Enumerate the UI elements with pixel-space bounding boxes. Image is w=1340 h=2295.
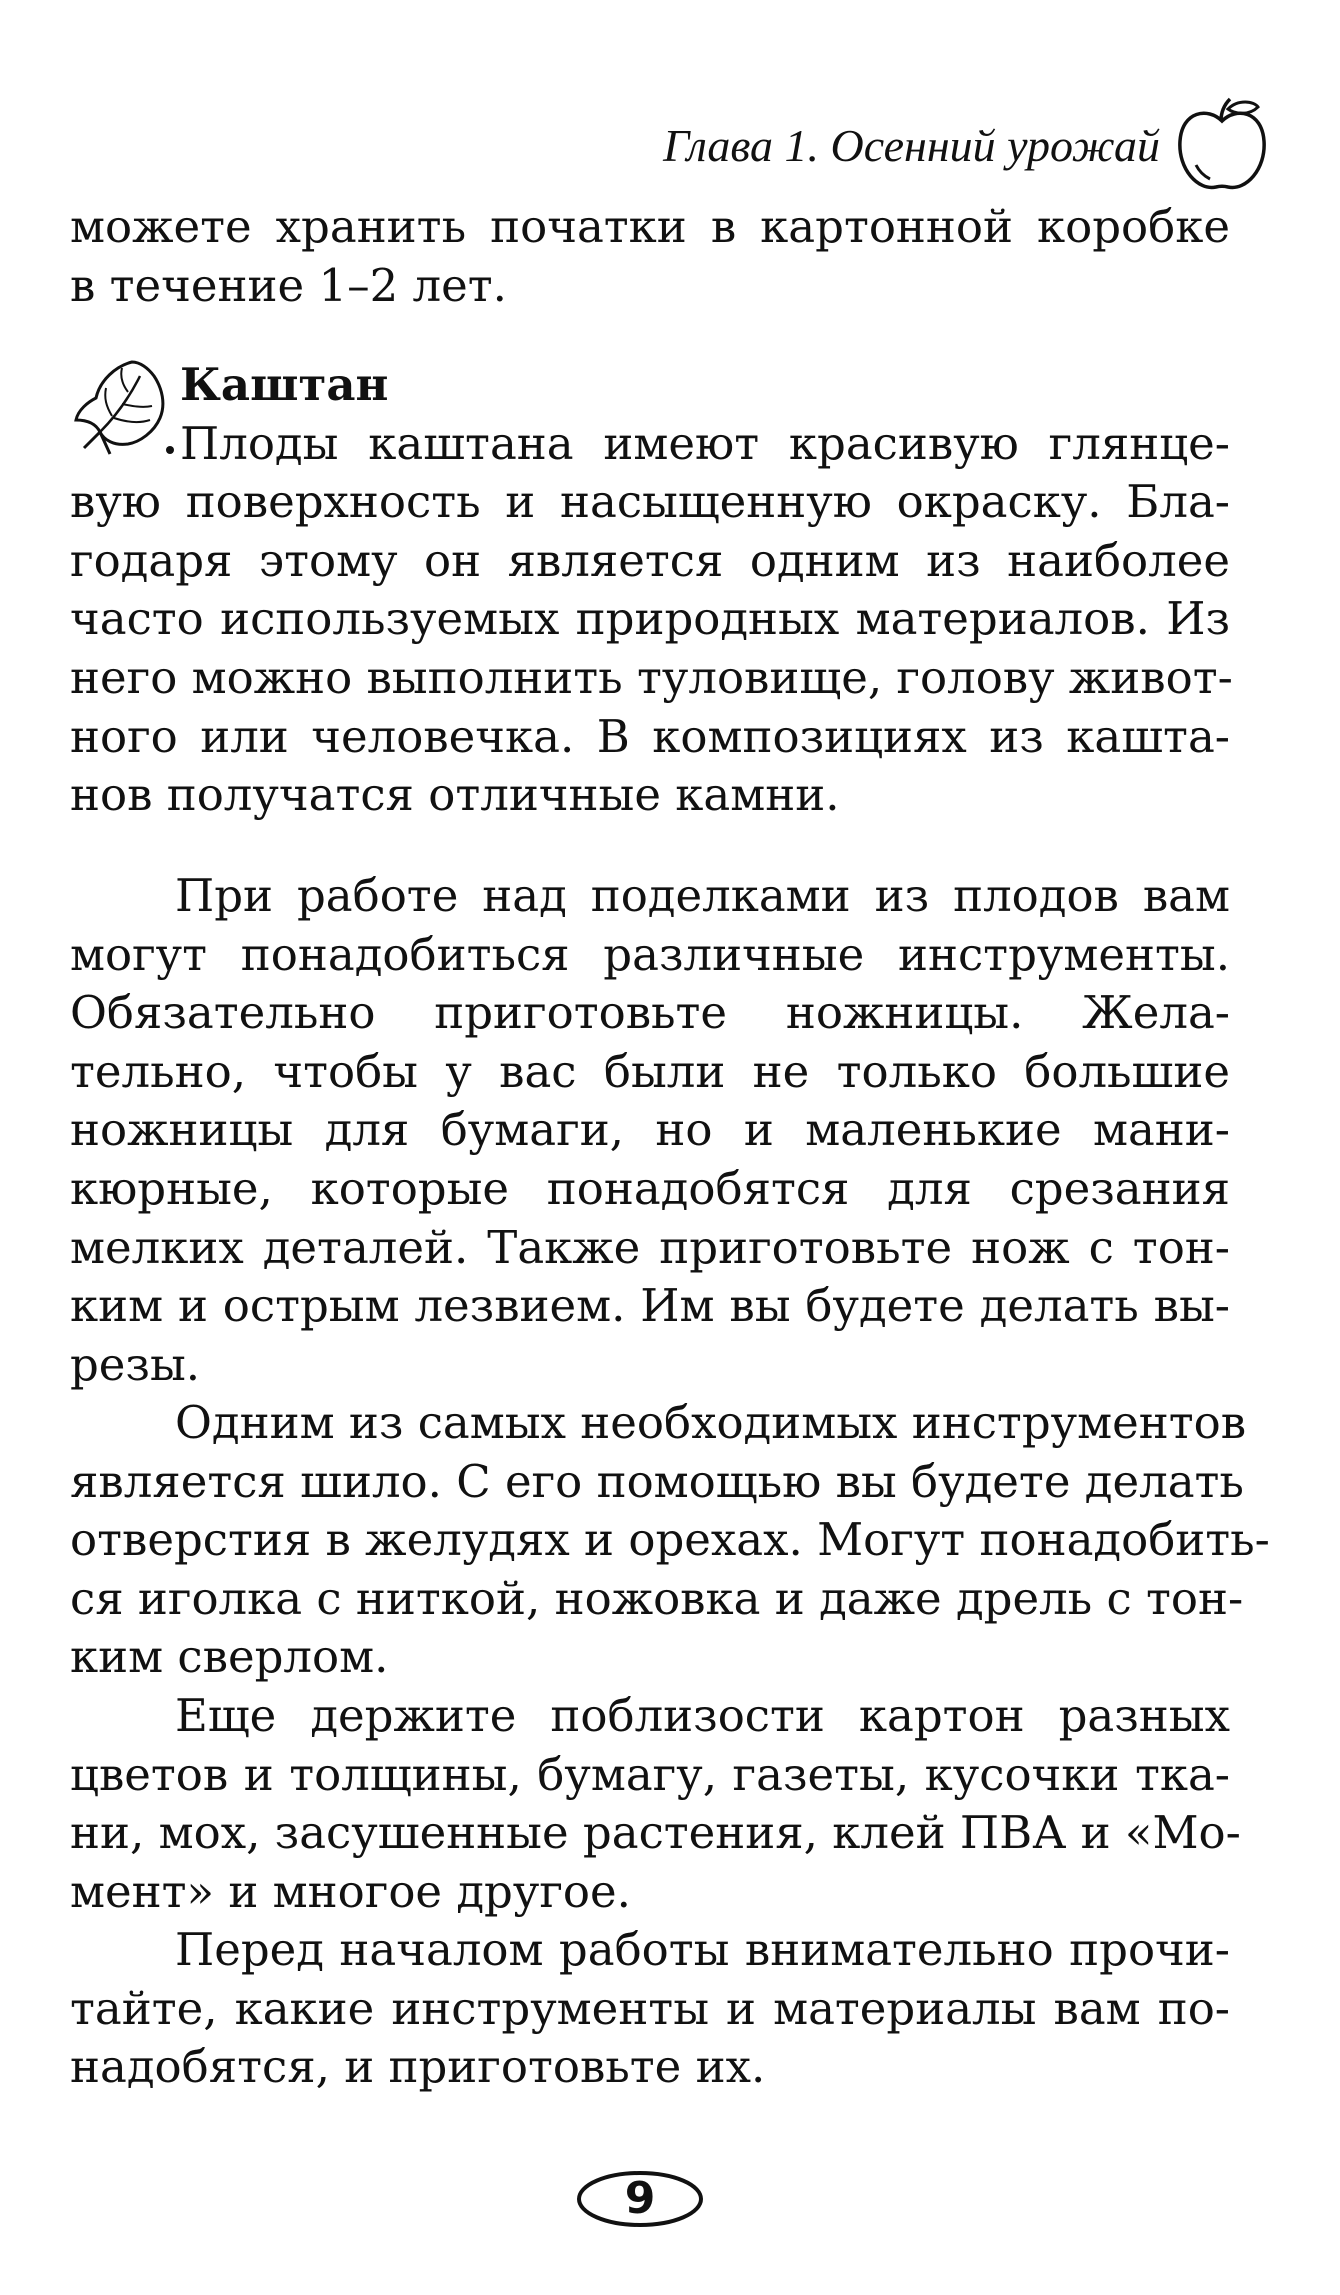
text-line: могут понадобиться различные инструменты. <box>70 927 1230 981</box>
text-line: ким и острым лезвием. Им вы будете делать вы- <box>70 1279 1230 1333</box>
text-line: ким сверлом. <box>70 1630 389 1684</box>
section-title: Каштан <box>180 358 389 411</box>
text-line: надобятся, и приготовьте их. <box>70 2040 766 2094</box>
text-line: тайте, какие инструменты и материалы вам по- <box>70 1981 1230 2035</box>
text-line: нов получатся отличные камни. <box>70 768 840 822</box>
text-line: мелких деталей. Также приготовьте нож с тон- <box>70 1220 1230 1274</box>
running-header <box>663 95 1270 195</box>
paragraph-before-work <box>70 1921 1230 2097</box>
text-line: цветов и толщины, бумагу, газеты, кусочки тка- <box>70 1747 1230 1801</box>
text-line: ни, мох, засушенные растения, клей ПВА и «Мо- <box>70 1806 1241 1860</box>
section-chestnut <box>70 356 1233 825</box>
text-line: ного или человечка. В композициях из кашта- <box>70 709 1230 763</box>
text-line: Обязательно приготовьте ножницы. Жела- <box>70 986 1230 1040</box>
paragraph-awl <box>70 1394 1270 1687</box>
page-number-badge <box>575 2168 705 2230</box>
text-line: Одним из самых необходимых инструментов <box>175 1396 1247 1449</box>
text-line: него можно выполнить туловище, голову живот- <box>70 650 1233 704</box>
text-line: мент» и многое другое. <box>70 1864 631 1918</box>
text-line: тельно, чтобы у вас были не только большие <box>70 1044 1230 1098</box>
text-line: ся иголка с ниткой, ножовка и даже дрель с тон- <box>70 1571 1244 1625</box>
text-line: вую поверхность и насыщенную окраску. Бла- <box>70 475 1230 529</box>
apple-icon <box>1174 95 1270 195</box>
paragraph-tools <box>70 867 1230 1394</box>
text-line: Плоды каштана имеют красивую глянце- <box>180 416 1230 470</box>
text-line: При работе над поделками из плодов вам <box>175 869 1230 922</box>
text-line: ножницы для бумаги, но и маленькие мани- <box>70 1103 1230 1157</box>
text-line: годаря этому он является одним из наиболее <box>70 533 1230 587</box>
text-line: отверстия в желудях и орехах. Могут понадобить- <box>70 1513 1270 1567</box>
text-line: часто используемых природных материалов. Из <box>70 592 1230 646</box>
text-line: Еще держите поблизости картон разных <box>175 1689 1230 1742</box>
text-line: Перед началом работы внимательно прочи- <box>175 1923 1230 1976</box>
page-number: 9 <box>624 2173 656 2224</box>
running-header-title: Глава 1. Осенний урожай <box>663 119 1160 171</box>
text-line: является шило. С его помощью вы будете делать <box>70 1454 1244 1508</box>
text-line: резы. <box>70 1337 201 1391</box>
intro-text <box>70 198 1230 315</box>
paragraph-materials <box>70 1687 1241 1921</box>
text-line: в течение 1–2 лет. <box>70 258 507 312</box>
text-line: кюрные, которые понадобятся для срезания <box>70 1161 1230 1215</box>
text-line: можете хранить початки в картонной коробке <box>70 200 1230 253</box>
